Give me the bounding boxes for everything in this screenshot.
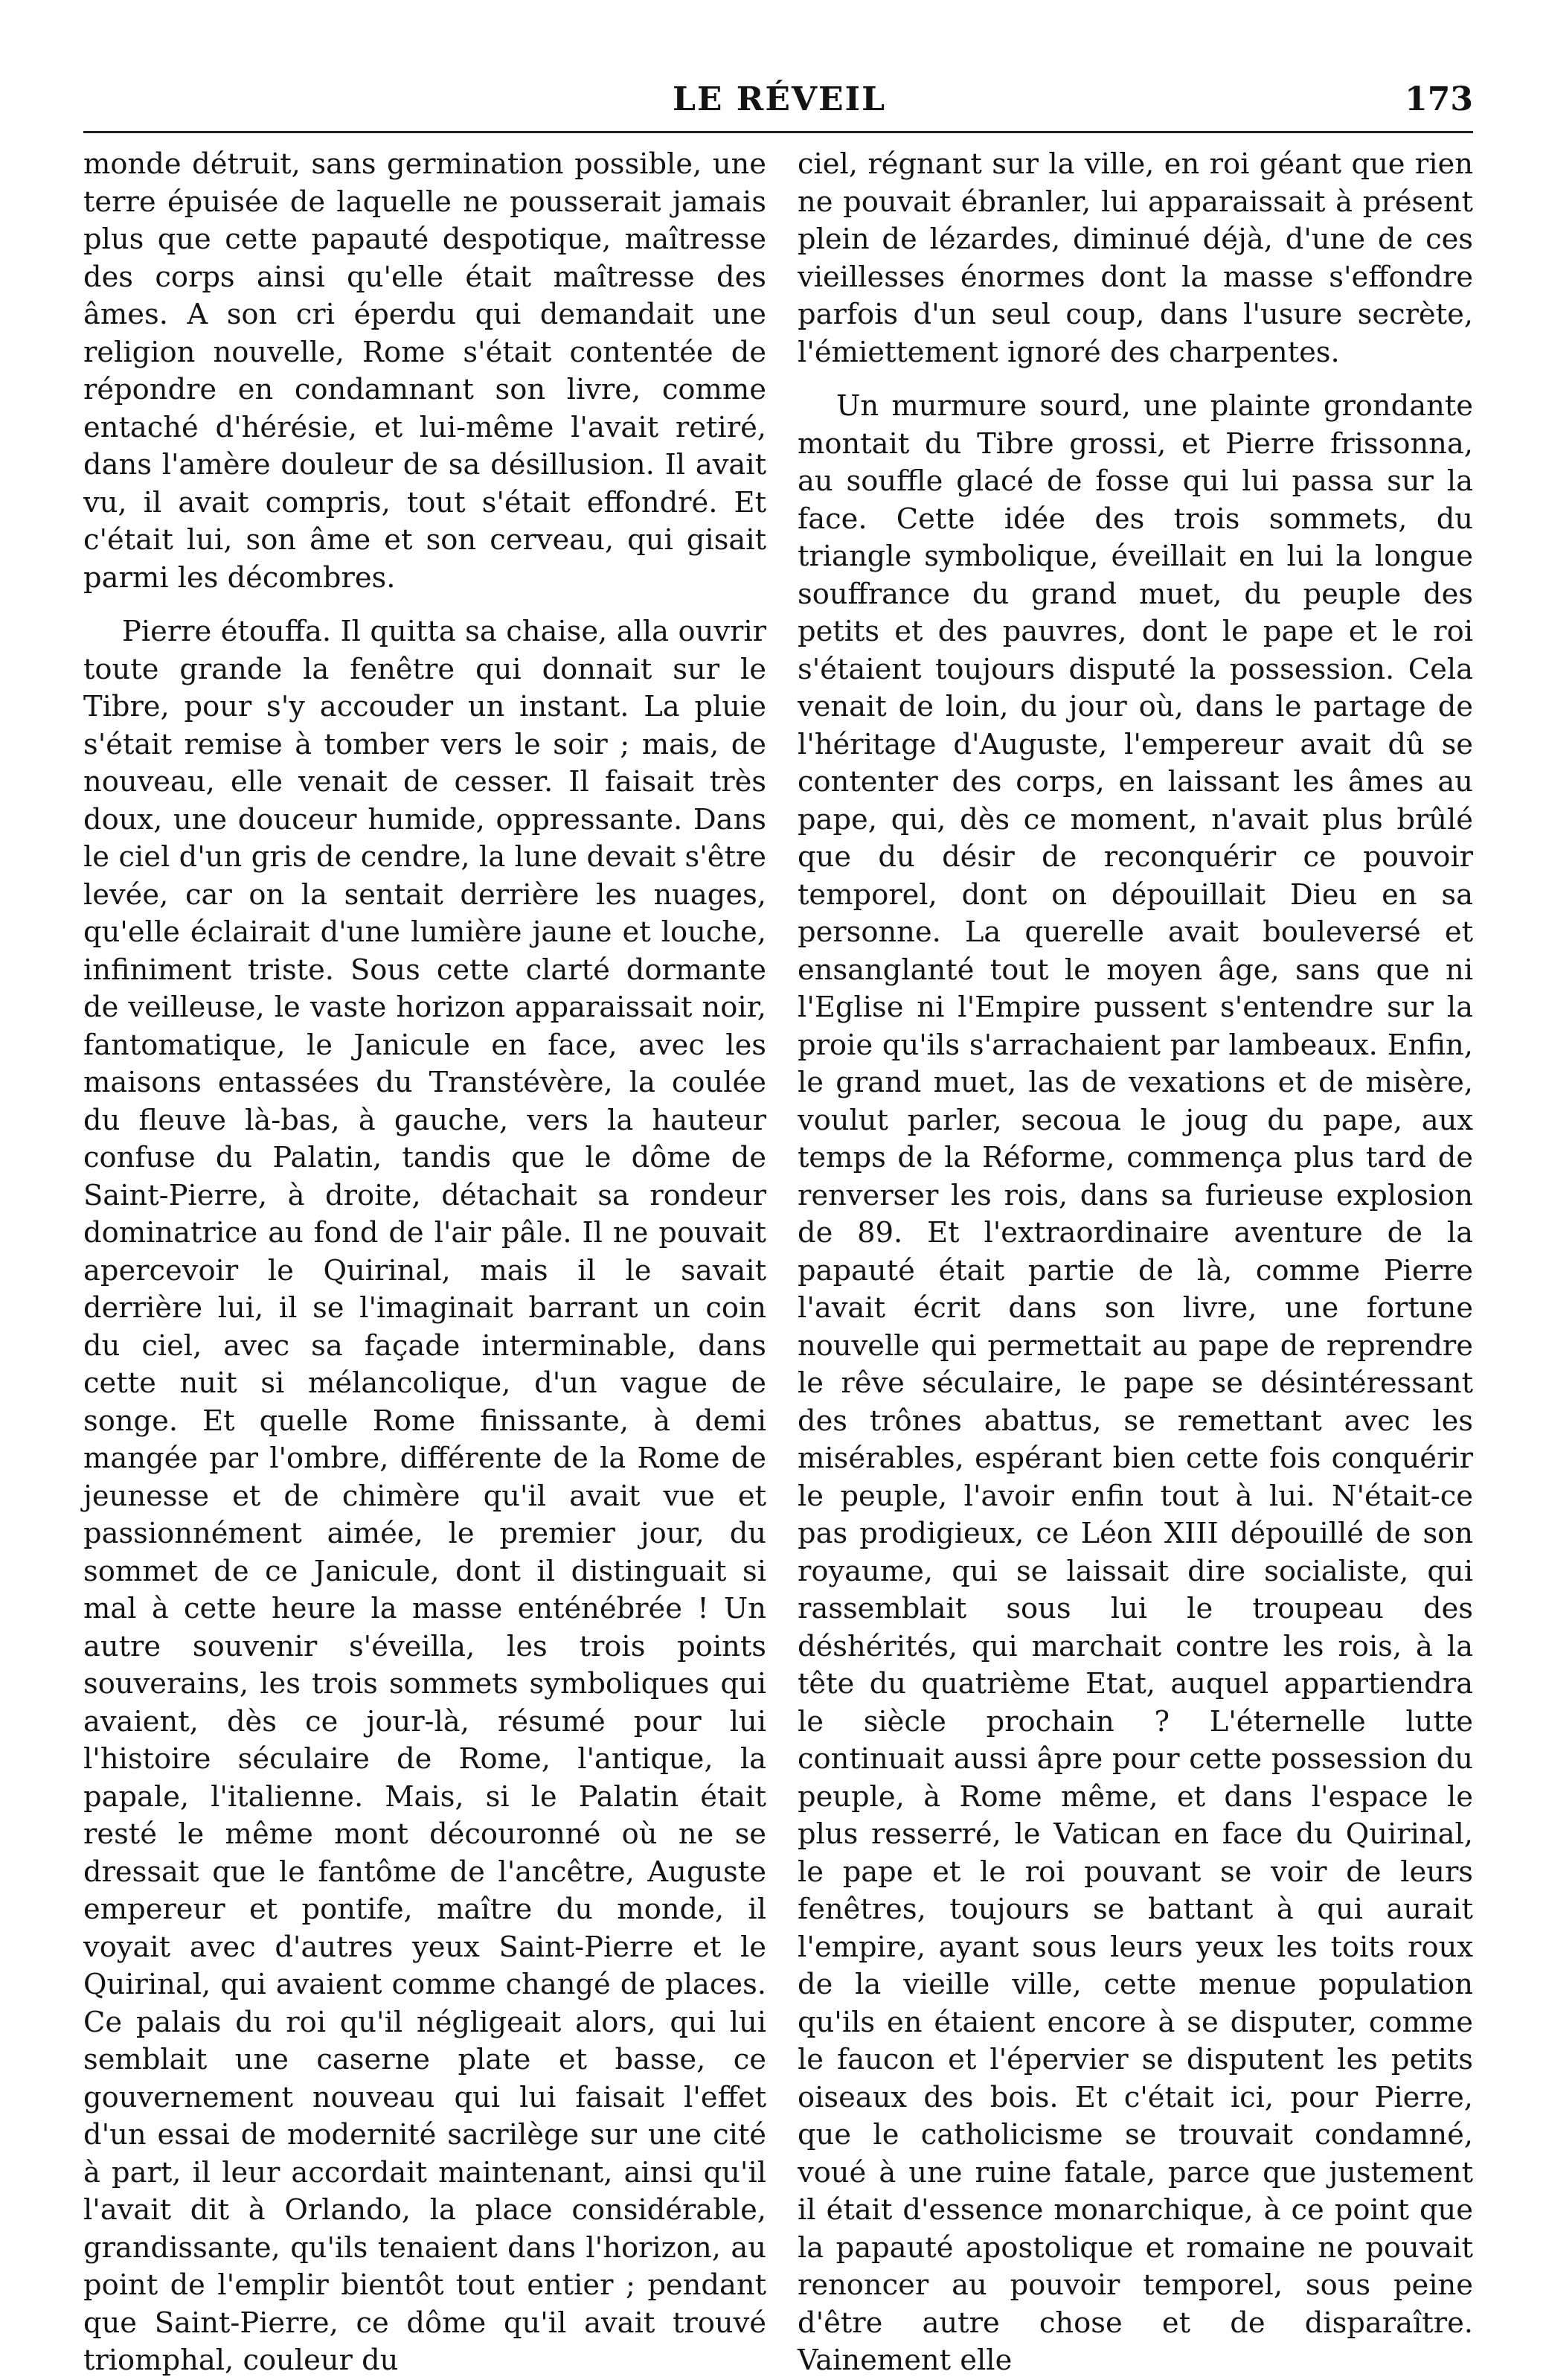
header-rule	[83, 131, 1473, 133]
page-number: 173	[1405, 80, 1473, 118]
left-column	[83, 146, 766, 2380]
paragraph: monde détruit, sans germination possible, une terre épuisée de laquelle ne pousserait jamais plus que cette papauté despotique, maîtresse des corps ainsi qu'elle était maîtresse des âmes. A son cri éperdu qui demandait une religion nouvelle, Rome s'était contentée de répondre en condamnant son livre, comme entaché d'hérésie, et lui-même l'avait retiré, dans l'amère douleur de sa désillusion. Il avait vu, il avait compris, tout s'était effondré. Et c'était lui, son âme et son cerveau, qui gisait parmi les décombres.	[83, 147, 766, 595]
right-column	[798, 146, 1473, 2380]
paragraph: Un murmure sourd, une plainte grondante montait du Tibre grossi, et Pierre frissonna, au souffle glacé de fosse qui lui passa sur la face. Cette idée des trois sommets, du triangle symbolique, éveillait en lui la longue souffrance du grand muet, du peuple des petits et des pauvres, dont le pape et le roi s'étaient toujours disputé la possession. Cela venait de loin, du jour où, dans le partage de l'héritage d'Auguste, l'empereur avait dû se contenter des corps, en laissant les âmes au pape, qui, dès ce moment, n'avait plus brûlé que du désir de reconquérir ce pouvoir temporel, dont on dépouillait Dieu en sa personne. La querelle avait bouleversé et ensanglanté tout le moyen âge, sans que ni l'Eglise ni l'Empire pussent s'entendre sur la proie qu'ils s'arrachaient par lambeaux. Enfin, le grand muet, las de vexations et de misère, voulut parler, secoua le joug du pape, aux temps de la Réforme, commença plus tard de renverser les rois, dans sa furieuse explosion de 89. Et l'extraordinaire aventure de la papauté était partie de là, comme Pierre l'avait écrit dans son livre, une fortune nouvelle qui permettait au pape de reprendre le rêve séculaire, le pape se désintéressant des trônes abattus, se remettant avec les misérables, espérant bien cette fois conquérir le peuple, l'avoir enfin tout à lui. N'était-ce pas prodigieux, ce Léon XIII dépouillé de son royaume, qui se laissait dire socialiste, qui rassemblait sous lui le troupeau des déshérités, qui marchait contre les rois, à la tête du quatrième Etat, auquel appartiendra le siècle prochain ? L'éternelle lutte continuait aussi âpre pour cette possession du peuple, à Rome même, et dans l'espace le plus resserré, le Vatican en face du Quirinal, le pape et le roi pouvant se voir de leurs fenêtres, toujours se battant à qui aurait l'empire, ayant sous leurs yeux les toits roux de la vieille ville, cette menue population qu'ils en étaient encore à se disputer, comme le faucon et l'épervier se disputent les petits oiseaux des bois. Et c'était ici, pour Pierre, que le catholicisme se trouvait condamné, voué à une ruine fatale, parce que justement il était d'essence monarchique, à ce point que la papauté apostolique et romaine ne pouvait renoncer au pouvoir temporel, sous peine d'être autre chose et de disparaître. Vainement elle	[798, 389, 1473, 2377]
paragraph: Pierre étouffa. Il quitta sa chaise, alla ouvrir toute grande la fenêtre qui donnait sur le Tibre, pour s'y accouder un instant. La pluie s'était remise à tomber vers le soir ; mais, de nouveau, elle venait de cesser. Il faisait très doux, une douceur humide, oppressante. Dans le ciel d'un gris de cendre, la lune devait s'être levée, car on la sentait derrière les nuages, qu'elle éclairait d'une lumière jaune et louche, infiniment triste. Sous cette clarté dormante de veilleuse, le vaste horizon apparaissait noir, fantomatique, le Janicule en face, avec les maisons entassées du Transtévère, la coulée du fleuve là-bas, à gauche, vers la hauteur confuse du Palatin, tandis que le dôme de Saint-Pierre, à droite, détachait sa rondeur dominatrice au fond de l'air pâle. Il ne pouvait apercevoir le Quirinal, mais il le savait derrière lui, il se l'imaginait barrant un coin du ciel, avec sa façade interminable, dans cette nuit si mélancolique, d'un vague de songe. Et quelle Rome finissante, à demi mangée par l'ombre, différente de la Rome de jeunesse et de chimère qu'il avait vue et passionnément aimée, le premier jour, du sommet de ce Janicule, dont il distinguait si mal à cette heure la masse enténébrée ! Un autre souvenir s'éveilla, les trois points souverains, les trois sommets symboliques qui avaient, dès ce jour-là, résumé pour lui l'histoire séculaire de Rome, l'antique, la papale, l'italienne. Mais, si le Palatin était resté le même mont découronné où ne se dressait que le fantôme de l'ancêtre, Auguste empereur et pontife, maître du monde, il voyait avec d'autres yeux Saint-Pierre et le Quirinal, qui avaient comme changé de places. Ce palais du roi qu'il négligeait alors, qui lui semblait une caserne plate et basse, ce gouvernement nouveau qui lui faisait l'effet d'un essai de modernité sacrilège sur une cité à part, il leur accordait maintenant, ainsi qu'il l'avait dit à Orlando, la place considérable, grandissante, qu'ils tenaient dans l'horizon, au point de l'emplir bientôt tout entier ; pendant que Saint-Pierre, ce dôme qu'il avait trouvé triomphal, couleur du	[83, 615, 766, 2377]
running-title: LE RÉVEIL	[672, 80, 887, 118]
page-header	[86, 74, 1473, 127]
paragraph: ciel, régnant sur la ville, en roi géant que rien ne pouvait ébranler, lui apparaissait à présent plein de lézardes, diminué déjà, d'une de ces vieillesses énormes dont la masse s'effondre parfois d'un seul coup, dans l'usure secrète, l'émiettement ignoré des charpentes.	[798, 147, 1473, 369]
